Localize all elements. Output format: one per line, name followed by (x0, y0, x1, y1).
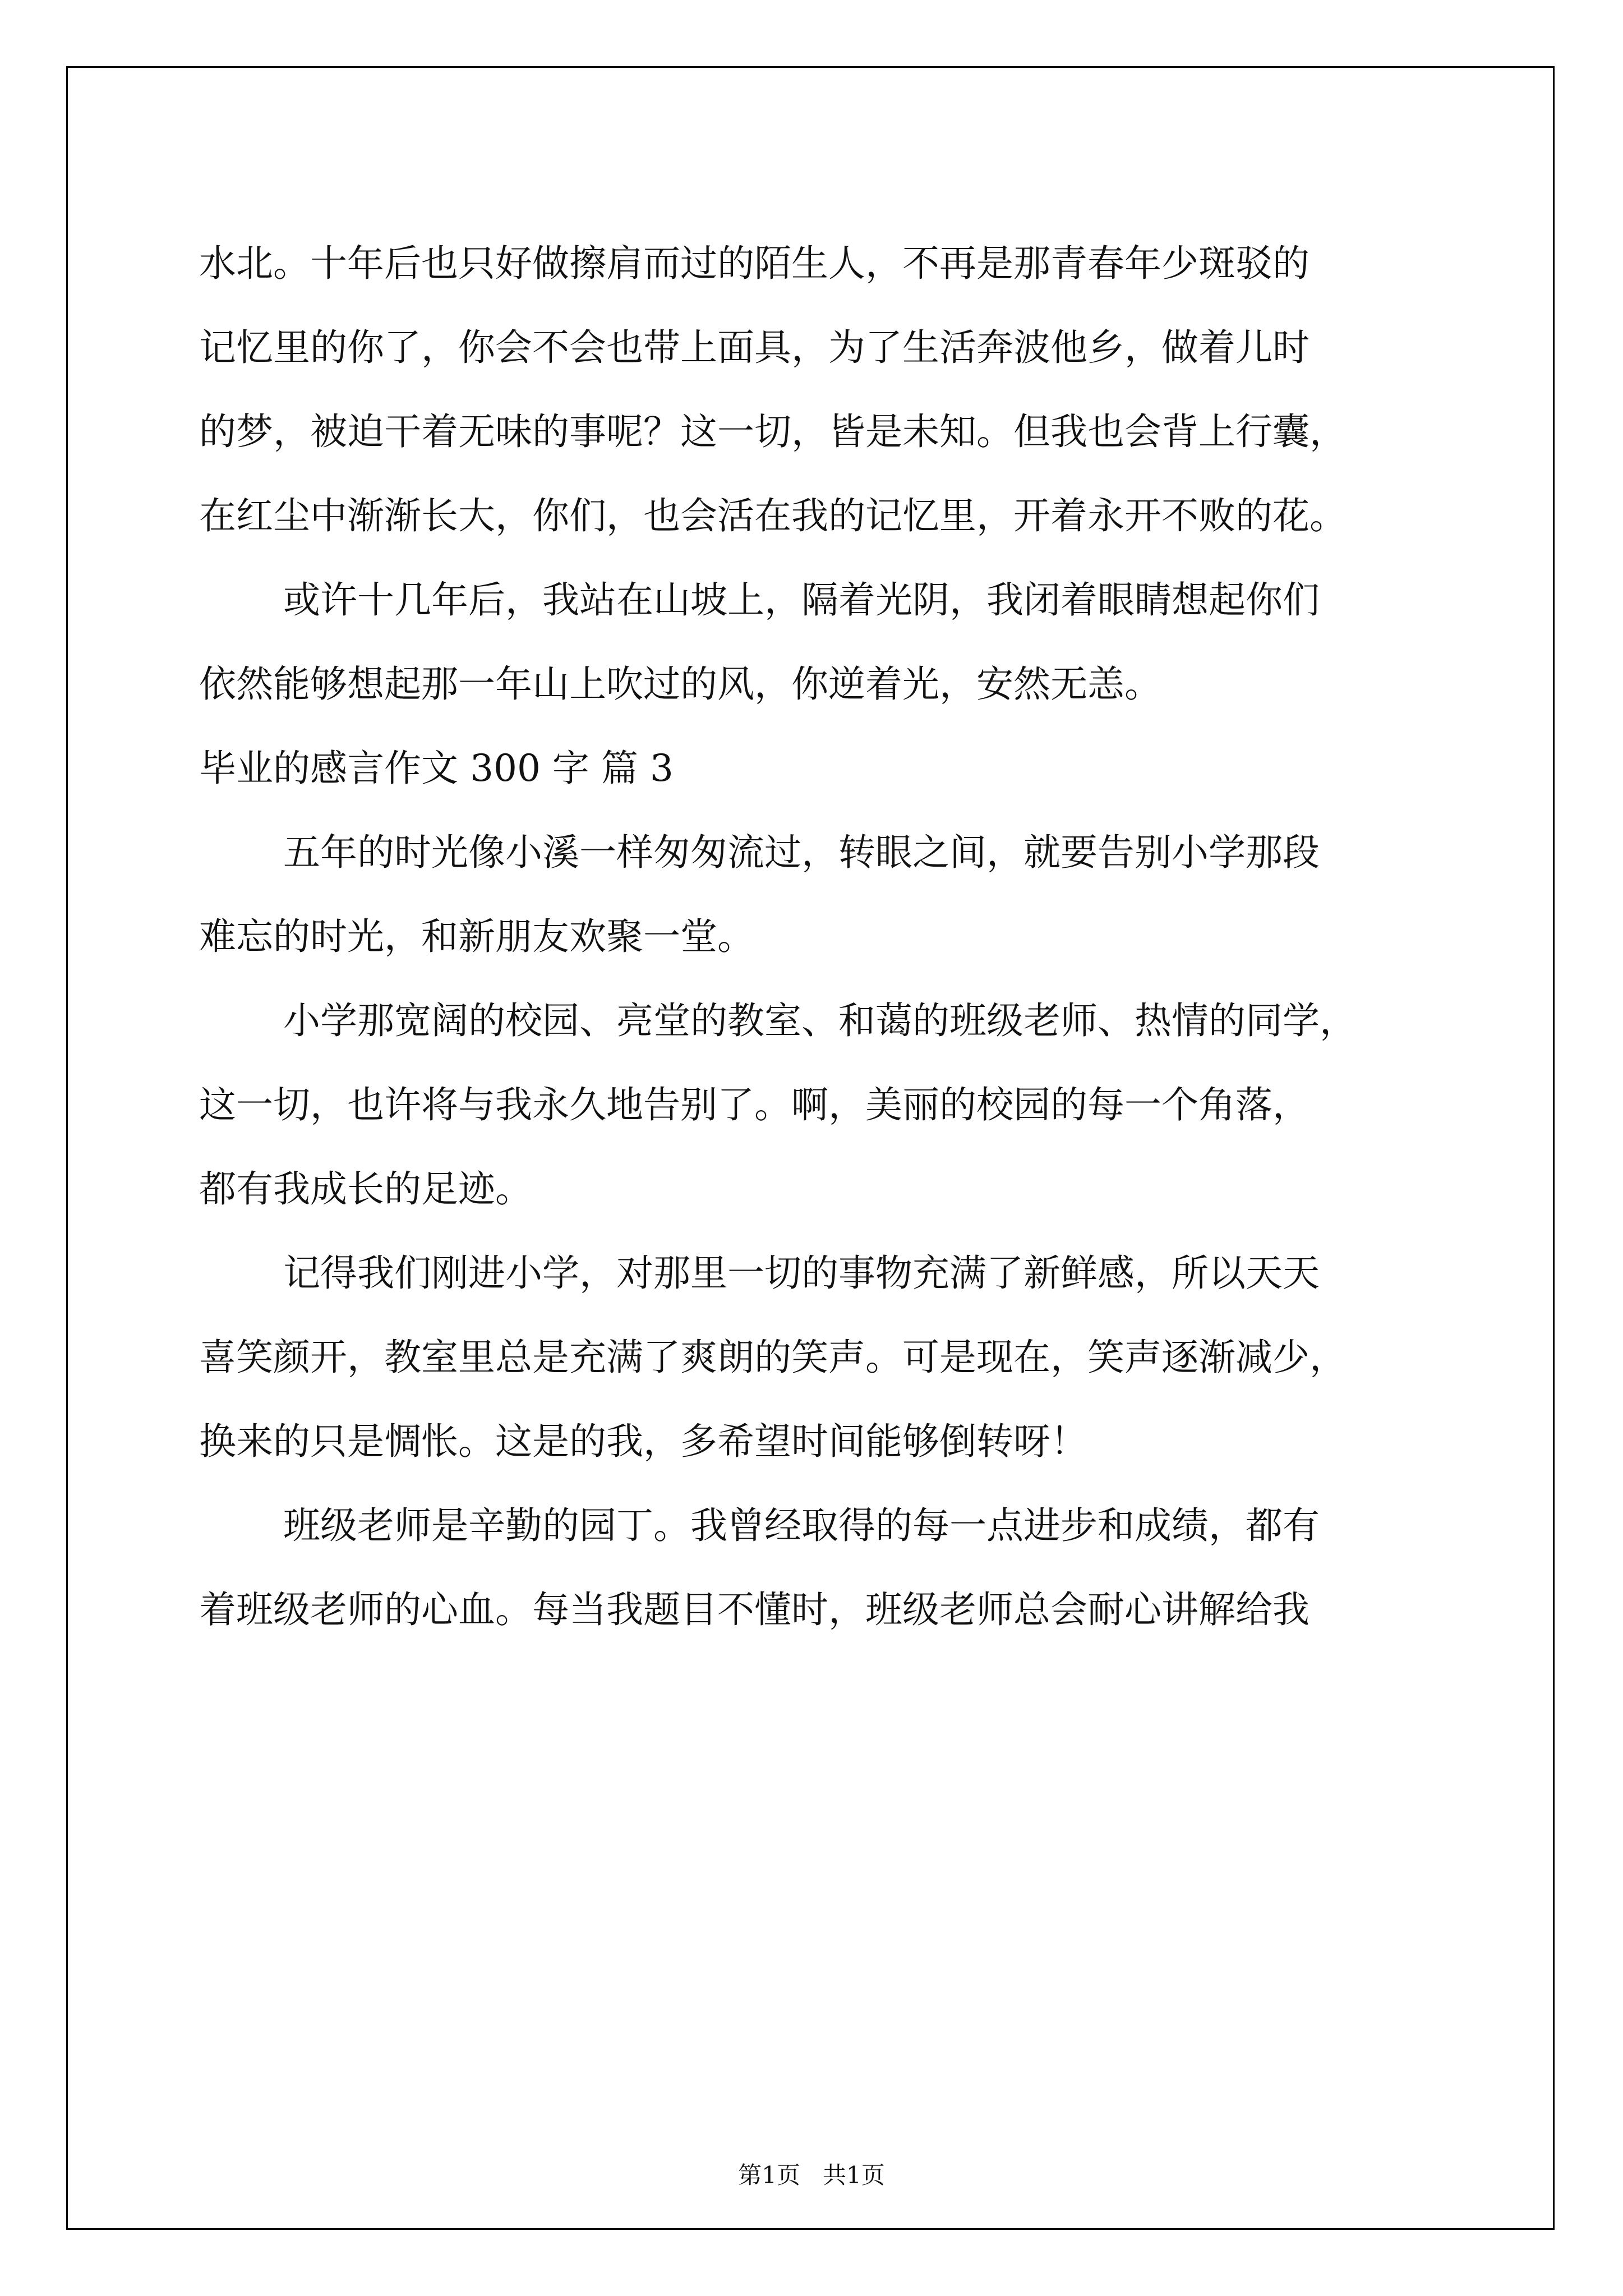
paragraph-start-line: 记得我们刚进小学，对那里一切的事物充满了新鲜感，所以天天 (283, 1251, 1320, 1295)
section-heading: 毕业的感言作文 300 字 篇 3 (199, 747, 674, 790)
text-line: 在红尘中渐渐长大，你们，也会活在我的记忆里，开着永开不败的花。 (199, 494, 1347, 537)
document-body (199, 222, 1467, 1652)
text-line: 依然能够想起那一年山上吹过的风，你逆着光，安然无恙。 (199, 662, 1161, 706)
text-line: 记忆里的你了，你会不会也带上面具，为了生活奔波他乡，做着儿时 (199, 326, 1310, 369)
text-line: 喜笑颜开，教室里总是充满了爽朗的笑声。可是现在，笑声逐渐减少， (199, 1336, 1347, 1379)
text-line: 的梦，被迫干着无味的事呢？这一切，皆是未知。但我也会背上行囊， (199, 410, 1347, 453)
text-line: 都有我成长的足迹。 (199, 1167, 532, 1211)
paragraph-start-line: 或许十几年后，我站在山坡上，隔着光阴，我闭着眼睛想起你们 (283, 578, 1320, 622)
paragraph-start-line: 五年的时光像小溪一样匆匆流过，转眼之间，就要告别小学那段 (283, 831, 1320, 874)
page-footer: 第1页 共1页 (738, 2161, 885, 2189)
text-line: 换来的只是惆怅。这是的我，多希望时间能够倒转呀！ (199, 1420, 1087, 1463)
paragraph-start-line: 小学那宽阔的校园、亮堂的教室、和蔼的班级老师、热情的同学， (283, 999, 1357, 1042)
text-line: 着班级老师的心血。每当我题目不懂时，班级老师总会耐心讲解给我 (199, 1588, 1310, 1631)
text-line: 这一切，也许将与我永久地告别了。啊，美丽的校园的每一个角落， (199, 1083, 1310, 1126)
text-line: 难忘的时光，和新朋友欢聚一堂。 (199, 915, 754, 958)
text-line: 水北。十年后也只好做擦肩而过的陌生人，不再是那青春年少斑驳的 (199, 242, 1310, 285)
paragraph-start-line: 班级老师是辛勤的园丁。我曾经取得的每一点进步和成绩，都有 (283, 1504, 1320, 1547)
